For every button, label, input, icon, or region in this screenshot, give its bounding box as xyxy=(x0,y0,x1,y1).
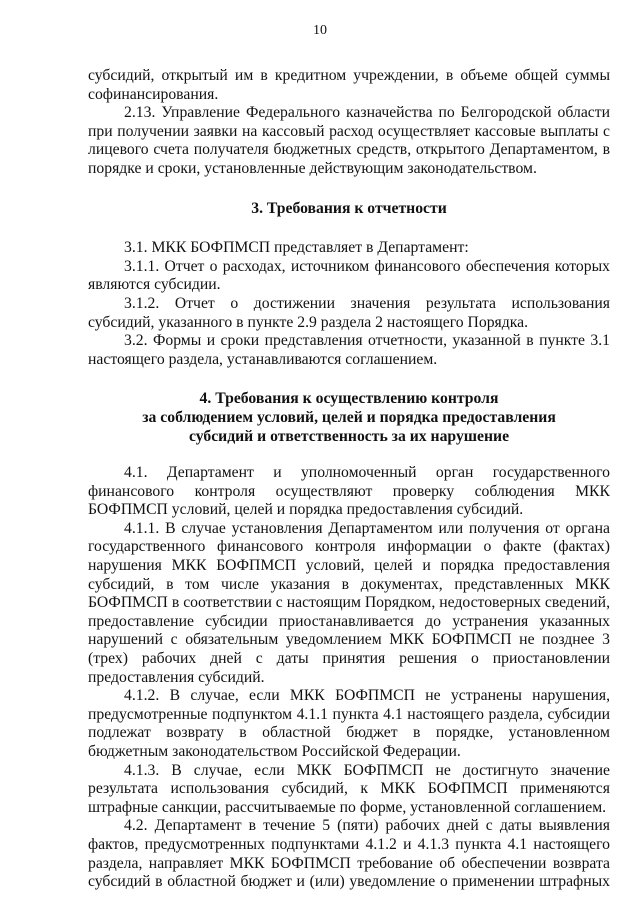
page-number: 10 xyxy=(313,23,327,38)
paragraph-3-1-1: 3.1.1. Отчет о расходах, источником финансового обеспечения которых являются субсидии. xyxy=(88,257,610,294)
document-body xyxy=(88,67,610,892)
section-3-heading: 3. Требования к отчетности xyxy=(251,199,447,217)
paragraph-3-2: 3.2. Формы и сроки представления отчетности, указанной в пункте 3.1 настоящего раздела, устанавливаются соглашением. xyxy=(88,332,610,368)
paragraph-4-2: 4.2. Департамент в течение 5 (пяти) рабочих дней с даты выявления фактов, предусмотренных подпунктами 4.1.2 и 4.1.3 пункта 4.1 настоящего раздела, направляет МКК БОФПМСП требование об обеспечении возврата субсидий в областной бюджет и (или) уведомление о применении штрафных xyxy=(88,817,610,891)
paragraph-3-1: 3.1. МКК БОФПМСП представляет в Департамент: xyxy=(124,239,469,257)
paragraph-3-1-2: 3.1.2. Отчет о достижении значения результата использования субсидий, указанного в пункте 2.9 раздела 2 настоящего Порядка. xyxy=(88,294,610,331)
section-4-heading-line3: субсидий и ответственность за их нарушение xyxy=(188,427,510,445)
paragraph-4-1-1: 4.1.1. В случае установления Департаментом или получения от органа государственного финансового контроля информации о факте (фактах) нарушения МКК БОФПМСП условий, целей и порядка предоставления субсидий, в том числе указания в документах, представленных МКК БОФПМСП в соответствии с настоящим Порядком, недостоверных сведений, предоставление субсидии приостанавливается до устранения указанных нарушений с обязательным уведомлением МКК БОФПМСП не позднее 3 (трех) рабочих дней с даты принятия решения о приостановлении предоставления субсидий. xyxy=(88,519,610,686)
paragraph-continuation: субсидий, открытый им в кредитном учреждении, в объеме общей суммы софинансирования. xyxy=(88,67,610,103)
paragraph-4-1-3: 4.1.3. В случае, если МКК БОФПМСП не достигнуто значение результата использования субсидий, к МКК БОФПМСП применяются штрафные санкции, рассчитываемые по форме, установленной соглашением. xyxy=(88,761,610,816)
section-4-heading-line1: 4. Требования к осуществлению контроля xyxy=(199,390,499,408)
section-4-heading-line2: за соблюдением условий, целей и порядка предоставления xyxy=(142,408,556,426)
paragraph-4-1: 4.1. Департамент и уполномоченный орган государственного финансового контроля осуществляют проверку соблюдения МКК БОФПМСП условий, целей и порядка предоставления субсидий. xyxy=(88,464,610,519)
paragraph-4-1-2: 4.1.2. В случае, если МКК БОФПМСП не устранены нарушения, предусмотренные подпунктом 4.1.1 пункта 4.1 настоящего раздела, субсидии подлежат возврату в областной бюджет в порядке, установленном бюджетным законодательством Российской Федерации. xyxy=(88,687,610,760)
paragraph-2-13: 2.13. Управление Федерального казначейства по Белгородской области при получении заявки на кассовый расход осуществляет кассовые выплаты с лицевого счета получателя бюджетных средств, открытого Департаментом, в порядке и сроки, установленные действующим законодательством. xyxy=(88,104,610,177)
